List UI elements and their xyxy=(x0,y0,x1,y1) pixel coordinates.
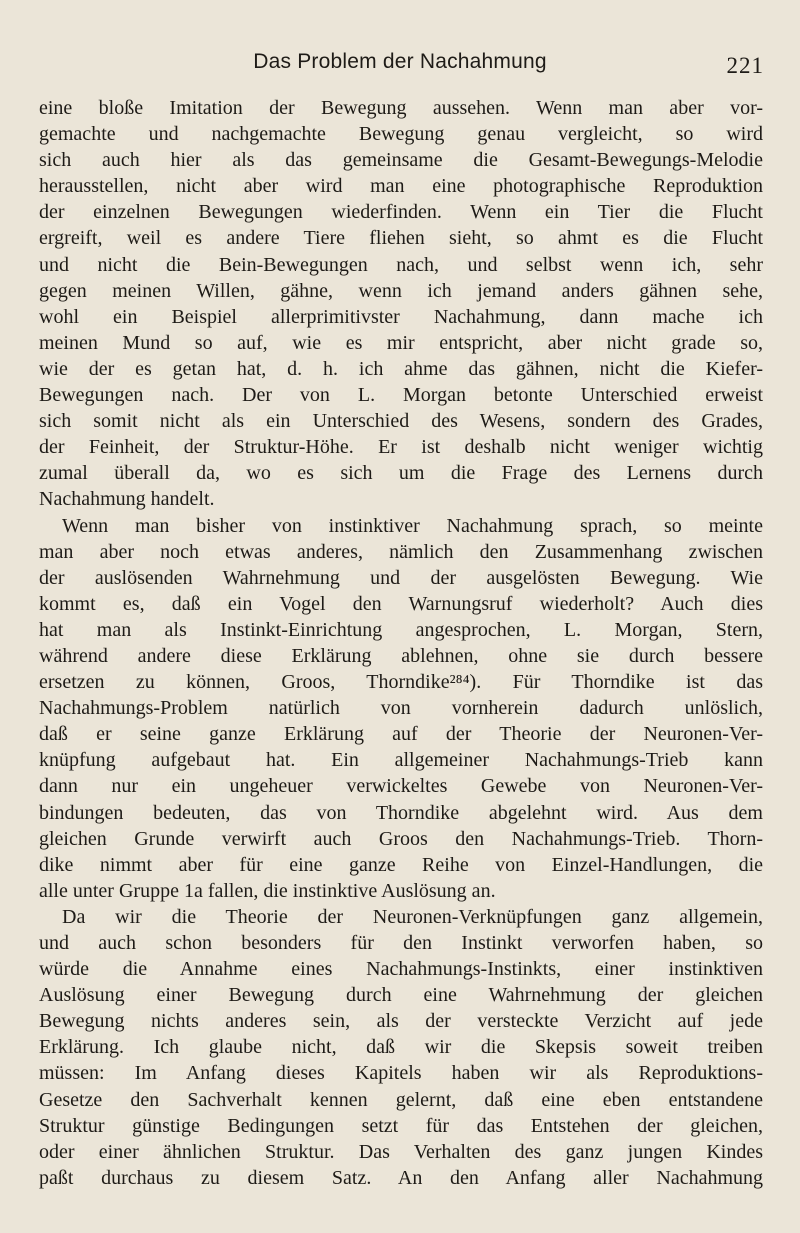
text-line: Bewegung nichts anderes sein, als der versteckte Verzicht auf jede xyxy=(39,1010,763,1033)
text-line: Gesetze den Sachverhalt kennen gelernt, daß eine eben entstandene xyxy=(39,1088,763,1111)
text-line: der auslösenden Wahrnehmung und der ausgelösten Bewegung. Wie xyxy=(39,566,763,589)
text-line: hat man als Instinkt-Einrichtung angesprochen, L. Morgan, Stern, xyxy=(39,618,763,641)
text-line: gleichen Grunde verwirft auch Groos den Nachahmungs-Trieb. Thorn- xyxy=(39,827,763,850)
text-line: sich auch hier als das gemeinsame die Gesamt-Bewegungs-Melodie xyxy=(39,149,763,172)
running-head xyxy=(0,50,800,80)
text-line: dann nur ein ungeheuer verwickeltes Gewebe von Neuronen-Ver- xyxy=(39,775,763,798)
text-line: zumal überall da, wo es sich um die Frage des Lernens durch xyxy=(39,462,763,485)
text-line: bindungen bedeuten, das von Thorndike abgelehnt wird. Aus dem xyxy=(39,801,763,824)
text-line: der einzelnen Bewegungen wiederfinden. Wenn ein Tier die Flucht xyxy=(39,201,763,224)
text-line: gemachte und nachgemachte Bewegung genau vergleicht, so wird xyxy=(39,123,763,146)
text-line: wie der es getan hat, d. h. ich ahme das gähnen, nicht die Kiefer- xyxy=(39,357,763,380)
running-title: Das Problem der Nachahmung xyxy=(253,50,547,73)
text-line: während andere diese Erklärung ablehnen, ohne sie durch bessere xyxy=(39,644,763,667)
paragraph-start-line: Da wir die Theorie der Neuronen-Verknüpfungen ganz allgemein, xyxy=(62,905,763,928)
text-line: meinen Mund so auf, wie es mir entspricht, aber nicht grade so, xyxy=(39,331,763,354)
text-line: oder einer ähnlichen Struktur. Das Verhalten des ganz jungen Kindes xyxy=(39,1140,763,1163)
text-line: Bewegungen nach. Der von L. Morgan betonte Unterschied erweist xyxy=(39,384,763,407)
text-line: ersetzen zu können, Groos, Thorndike²⁸⁴). Für Thorndike ist das xyxy=(39,671,763,694)
text-line: herausstellen, nicht aber wird man eine photographische Reproduktion xyxy=(39,175,763,198)
text-line: Nachahmung handelt. xyxy=(39,488,215,511)
text-line: eine bloße Imitation der Bewegung aussehen. Wenn man aber vor- xyxy=(39,97,763,119)
text-line: Nachahmungs-Problem natürlich von vornherein dadurch unlöslich, xyxy=(39,697,763,720)
text-line: der Feinheit, der Struktur-Höhe. Er ist deshalb nicht weniger wichtig xyxy=(39,436,763,459)
page-number: 221 xyxy=(726,53,764,78)
text-line: würde die Annahme eines Nachahmungs-Instinkts, einer instinktiven xyxy=(39,958,763,981)
text-line: paßt durchaus zu diesem Satz. An den Anfang aller Nachahmung xyxy=(39,1166,763,1189)
text-line: man aber noch etwas anderes, nämlich den Zusammenhang zwischen xyxy=(39,540,763,563)
text-line: kommt es, daß ein Vogel den Warnungsruf wiederholt? Auch dies xyxy=(39,592,763,615)
text-line: dike nimmt aber für eine ganze Reihe von Einzel-Handlungen, die xyxy=(39,853,763,876)
text-line: und auch schon besonders für den Instinkt verworfen haben, so xyxy=(39,932,763,954)
text-line: wohl ein Beispiel allerprimitivster Nachahmung, dann mache ich xyxy=(39,305,763,328)
text-line: ergreift, weil es andere Tiere fliehen sieht, so ahmt es die Flucht xyxy=(39,227,763,250)
paragraph-start-line: Wenn man bisher von instinktiver Nachahmung sprach, so meinte xyxy=(62,514,763,537)
text-line: knüpfung aufgebaut hat. Ein allgemeiner Nachahmungs-Trieb kann xyxy=(39,749,763,772)
text-line: alle unter Gruppe 1a fallen, die instinktive Auslösung an. xyxy=(39,879,496,902)
text-line: und nicht die Bein-Bewegungen nach, und selbst wenn ich, sehr xyxy=(39,253,763,276)
body-text xyxy=(39,95,763,1191)
text-line: sich somit nicht als ein Unterschied des Wesens, sondern des Grades, xyxy=(39,410,763,433)
text-line: Erklärung. Ich glaube nicht, daß wir die Skepsis soweit treiben xyxy=(39,1036,763,1059)
text-line: gegen meinen Willen, gähne, wenn ich jemand anders gähnen sehe, xyxy=(39,279,763,302)
text-line: Struktur günstige Bedingungen setzt für das Entstehen der gleichen, xyxy=(39,1114,763,1137)
text-line: daß er seine ganze Erklärung auf der Theorie der Neuronen-Ver- xyxy=(39,723,763,746)
text-line: müssen: Im Anfang dieses Kapitels haben wir als Reproduktions- xyxy=(39,1062,763,1085)
text-line: Auslösung einer Bewegung durch eine Wahrnehmung der gleichen xyxy=(39,984,763,1007)
